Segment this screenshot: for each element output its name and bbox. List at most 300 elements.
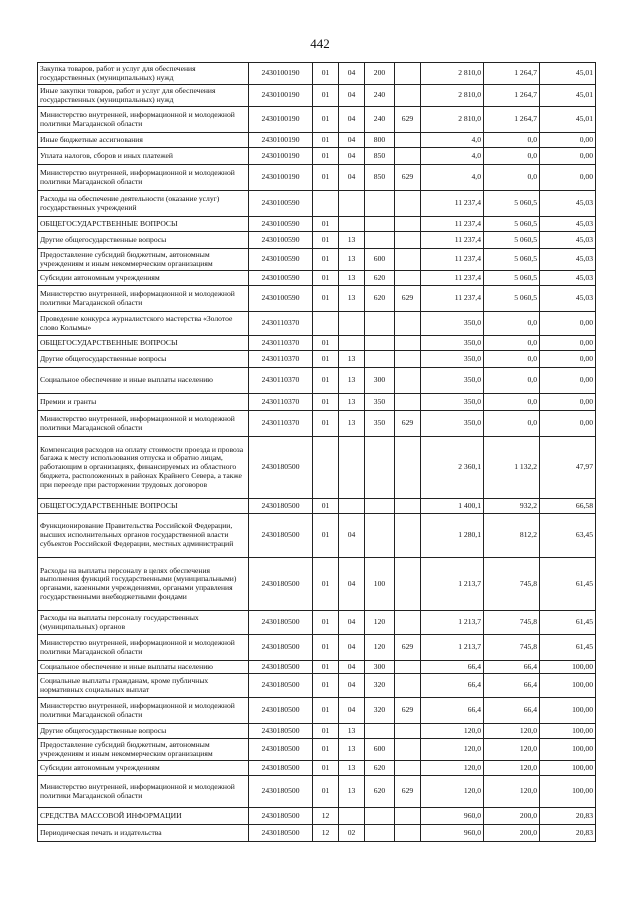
table-row [38,217,596,232]
row-name-cell: Социальное обеспечение и иные выплаты населению [38,661,249,674]
expense-type-cell [365,336,395,351]
plan-amount-cell: 1 213,7 [421,558,484,611]
plan-amount-cell: 960,0 [421,825,484,842]
row-name-cell: Расходы на обеспечение деятельности (оказание услуг) государственных учреждений [38,191,249,217]
execution-percent-cell: 45,03 [540,286,596,312]
target-code-cell: 2430100590 [249,191,313,217]
expense-type-cell [365,312,395,336]
admin-code-cell: 629 [395,286,421,312]
subsection-code-cell: 13 [339,724,365,739]
execution-percent-cell: 0,00 [540,368,596,394]
subsection-code-cell: 04 [339,107,365,133]
section-code-cell: 01 [313,249,339,271]
admin-code-cell [395,271,421,286]
plan-amount-cell: 2 810,0 [421,63,484,85]
page-number: 442 [310,36,330,51]
section-code-cell: 01 [313,336,339,351]
section-code-cell: 01 [313,514,339,558]
executed-amount-cell: 1 132,2 [484,437,540,499]
expense-type-cell: 350 [365,394,395,411]
expense-type-cell: 240 [365,107,395,133]
target-code-cell: 2430100190 [249,165,313,191]
target-code-cell: 2430100190 [249,85,313,107]
subsection-code-cell: 04 [339,85,365,107]
expense-type-cell: 320 [365,674,395,698]
row-name-cell: Субсидии автономным учреждениям [38,761,249,776]
section-code-cell: 01 [313,148,339,165]
admin-code-cell [395,368,421,394]
target-code-cell: 2430180500 [249,776,313,808]
section-code-cell: 01 [313,611,339,635]
target-code-cell: 2430110370 [249,312,313,336]
executed-amount-cell: 5 060,5 [484,191,540,217]
plan-amount-cell: 2 360,1 [421,437,484,499]
admin-code-cell: 629 [395,635,421,661]
execution-percent-cell: 100,00 [540,761,596,776]
section-code-cell: 01 [313,499,339,514]
execution-percent-cell: 20,83 [540,808,596,825]
admin-code-cell [395,133,421,148]
executed-amount-cell: 0,0 [484,351,540,368]
plan-amount-cell: 1 213,7 [421,635,484,661]
admin-code-cell [395,661,421,674]
subsection-code-cell: 04 [339,165,365,191]
target-code-cell: 2430180500 [249,661,313,674]
target-code-cell: 2430110370 [249,411,313,437]
section-code-cell: 01 [313,232,339,249]
admin-code-cell [395,761,421,776]
expense-type-cell: 620 [365,761,395,776]
admin-code-cell [395,674,421,698]
execution-percent-cell: 0,00 [540,312,596,336]
admin-code-cell [395,394,421,411]
executed-amount-cell: 1 264,7 [484,85,540,107]
table-row [38,107,596,133]
plan-amount-cell: 1 400,1 [421,499,484,514]
table-row [38,249,596,271]
target-code-cell: 2430100590 [249,249,313,271]
plan-amount-cell: 350,0 [421,351,484,368]
row-name-cell: Предоставление субсидий бюджетным, автономным учреждениям и иным некоммерческим организациям [38,739,249,761]
subsection-code-cell: 04 [339,133,365,148]
admin-code-cell [395,514,421,558]
execution-percent-cell: 100,00 [540,776,596,808]
row-name-cell: СРЕДСТВА МАССОВОЙ ИНФОРМАЦИИ [38,808,249,825]
admin-code-cell [395,148,421,165]
subsection-code-cell: 13 [339,249,365,271]
target-code-cell: 2430100590 [249,232,313,249]
target-code-cell: 2430180500 [249,437,313,499]
expense-type-cell: 120 [365,635,395,661]
expense-type-cell [365,191,395,217]
table-row [38,661,596,674]
table-row [38,148,596,165]
table-row [38,825,596,842]
section-code-cell: 01 [313,85,339,107]
section-code-cell: 01 [313,63,339,85]
subsection-code-cell: 04 [339,611,365,635]
plan-amount-cell: 120,0 [421,739,484,761]
section-code-cell: 12 [313,808,339,825]
row-name-cell: Другие общегосударственные вопросы [38,724,249,739]
subsection-code-cell [339,191,365,217]
execution-percent-cell: 45,01 [540,63,596,85]
execution-percent-cell: 100,00 [540,698,596,724]
plan-amount-cell: 1 213,7 [421,611,484,635]
expense-type-cell: 800 [365,133,395,148]
target-code-cell: 2430100190 [249,63,313,85]
row-name-cell: Закупка товаров, работ и услуг для обеспечения государственных (муниципальных) нужд [38,63,249,85]
expense-type-cell: 600 [365,739,395,761]
execution-percent-cell: 45,03 [540,191,596,217]
subsection-code-cell: 13 [339,761,365,776]
target-code-cell: 2430100590 [249,286,313,312]
admin-code-cell [395,312,421,336]
plan-amount-cell: 120,0 [421,761,484,776]
admin-code-cell [395,351,421,368]
subsection-code-cell [339,499,365,514]
expense-type-cell: 300 [365,661,395,674]
row-name-cell: Министерство внутренней, информационной и молодежной политики Магаданской области [38,411,249,437]
plan-amount-cell: 1 280,1 [421,514,484,558]
subsection-code-cell: 04 [339,674,365,698]
execution-percent-cell: 45,03 [540,271,596,286]
table-row [38,635,596,661]
expense-type-cell: 120 [365,611,395,635]
expense-type-cell: 600 [365,249,395,271]
expense-type-cell [365,724,395,739]
expense-type-cell: 350 [365,411,395,437]
execution-percent-cell: 61,45 [540,635,596,661]
target-code-cell: 2430180500 [249,499,313,514]
admin-code-cell: 629 [395,776,421,808]
target-code-cell: 2430100590 [249,217,313,232]
executed-amount-cell: 745,8 [484,558,540,611]
admin-code-cell: 629 [395,165,421,191]
target-code-cell: 2430110370 [249,394,313,411]
subsection-code-cell: 04 [339,698,365,724]
expense-type-cell [365,499,395,514]
table-row [38,674,596,698]
subsection-code-cell: 13 [339,286,365,312]
executed-amount-cell: 0,0 [484,148,540,165]
row-name-cell: Компенсация расходов на оплату стоимости проезда и провоза багажа к месту использования отпуска и обратно лицам, работающим в организациях, финансируемых из областного бюджета, расположенных в районах Крайнего Севера, а также при переезде при расторжении трудовых договоров [38,437,249,499]
table-row [38,558,596,611]
executed-amount-cell: 66,4 [484,698,540,724]
section-code-cell: 01 [313,661,339,674]
executed-amount-cell: 120,0 [484,776,540,808]
row-name-cell: Социальное обеспечение и иные выплаты населению [38,368,249,394]
table-row [38,232,596,249]
section-code-cell: 01 [313,286,339,312]
row-name-cell: Министерство внутренней, информационной и молодежной политики Магаданской области [38,165,249,191]
execution-percent-cell: 20,83 [540,825,596,842]
expense-type-cell: 620 [365,776,395,808]
executed-amount-cell: 1 264,7 [484,107,540,133]
execution-percent-cell: 0,00 [540,165,596,191]
target-code-cell: 2430100190 [249,148,313,165]
row-name-cell: Министерство внутренней, информационной и молодежной политики Магаданской области [38,107,249,133]
admin-code-cell [395,558,421,611]
subsection-code-cell: 02 [339,825,365,842]
subsection-code-cell: 13 [339,394,365,411]
row-name-cell: Премии и гранты [38,394,249,411]
target-code-cell: 2430110370 [249,351,313,368]
admin-code-cell [395,611,421,635]
execution-percent-cell: 100,00 [540,724,596,739]
subsection-code-cell: 13 [339,232,365,249]
admin-code-cell [395,724,421,739]
target-code-cell: 2430110370 [249,336,313,351]
execution-percent-cell: 100,00 [540,739,596,761]
budget-table [37,62,596,842]
expense-type-cell: 850 [365,148,395,165]
plan-amount-cell: 4,0 [421,148,484,165]
target-code-cell: 2430180500 [249,635,313,661]
section-code-cell: 01 [313,761,339,776]
execution-percent-cell: 0,00 [540,133,596,148]
row-name-cell: Субсидии автономным учреждениям [38,271,249,286]
admin-code-cell [395,85,421,107]
section-code-cell [313,191,339,217]
expense-type-cell: 200 [365,63,395,85]
execution-percent-cell: 0,00 [540,148,596,165]
row-name-cell: Министерство внутренней, информационной и молодежной политики Магаданской области [38,698,249,724]
subsection-code-cell: 13 [339,351,365,368]
target-code-cell: 2430180500 [249,674,313,698]
plan-amount-cell: 11 237,4 [421,232,484,249]
table-row [38,776,596,808]
table-row [38,312,596,336]
section-code-cell [313,437,339,499]
plan-amount-cell: 66,4 [421,698,484,724]
execution-percent-cell: 0,00 [540,336,596,351]
expense-type-cell [365,514,395,558]
row-name-cell: Иные бюджетные ассигнования [38,133,249,148]
executed-amount-cell: 66,4 [484,661,540,674]
executed-amount-cell: 0,0 [484,336,540,351]
section-code-cell: 01 [313,739,339,761]
expense-type-cell: 620 [365,271,395,286]
plan-amount-cell: 4,0 [421,133,484,148]
table-row [38,611,596,635]
table-row [38,724,596,739]
plan-amount-cell: 11 237,4 [421,271,484,286]
subsection-code-cell [339,312,365,336]
executed-amount-cell: 5 060,5 [484,286,540,312]
executed-amount-cell: 0,0 [484,411,540,437]
admin-code-cell: 629 [395,411,421,437]
execution-percent-cell: 66,58 [540,499,596,514]
expense-type-cell [365,437,395,499]
row-name-cell: ОБЩЕГОСУДАРСТВЕННЫЕ ВОПРОСЫ [38,336,249,351]
section-code-cell: 01 [313,271,339,286]
executed-amount-cell: 812,2 [484,514,540,558]
row-name-cell: Другие общегосударственные вопросы [38,351,249,368]
row-name-cell: Министерство внутренней, информационной и молодежной политики Магаданской области [38,635,249,661]
table-row [38,165,596,191]
target-code-cell: 2430110370 [249,368,313,394]
admin-code-cell [395,217,421,232]
subsection-code-cell: 13 [339,739,365,761]
admin-code-cell [395,739,421,761]
admin-code-cell [395,437,421,499]
subsection-code-cell: 13 [339,271,365,286]
section-code-cell: 01 [313,558,339,611]
plan-amount-cell: 350,0 [421,368,484,394]
section-code-cell: 01 [313,351,339,368]
expense-type-cell: 240 [365,85,395,107]
plan-amount-cell: 120,0 [421,724,484,739]
execution-percent-cell: 0,00 [540,411,596,437]
row-name-cell: ОБЩЕГОСУДАРСТВЕННЫЕ ВОПРОСЫ [38,499,249,514]
section-code-cell: 01 [313,698,339,724]
row-name-cell: Расходы на выплаты персоналу государственных (муниципальных) органов [38,611,249,635]
executed-amount-cell: 5 060,5 [484,271,540,286]
executed-amount-cell: 120,0 [484,761,540,776]
executed-amount-cell: 0,0 [484,165,540,191]
executed-amount-cell: 120,0 [484,724,540,739]
admin-code-cell [395,808,421,825]
expense-type-cell [365,808,395,825]
plan-amount-cell: 960,0 [421,808,484,825]
target-code-cell: 2430180500 [249,825,313,842]
executed-amount-cell: 66,4 [484,674,540,698]
row-name-cell: Расходы на выплаты персоналу в целях обеспечения выполнения функций государственными (муниципальными) органами, казенными учреждениями, органами управления государственными внебюджетными фондами [38,558,249,611]
subsection-code-cell: 04 [339,558,365,611]
row-name-cell: Министерство внутренней, информационной и молодежной политики Магаданской области [38,776,249,808]
table-row [38,271,596,286]
execution-percent-cell: 61,45 [540,558,596,611]
section-code-cell: 01 [313,674,339,698]
section-code-cell: 01 [313,107,339,133]
plan-amount-cell: 350,0 [421,336,484,351]
section-code-cell: 12 [313,825,339,842]
target-code-cell: 2430180500 [249,808,313,825]
subsection-code-cell: 04 [339,661,365,674]
subsection-code-cell [339,437,365,499]
section-code-cell: 01 [313,368,339,394]
subsection-code-cell [339,808,365,825]
table-row [38,63,596,85]
target-code-cell: 2430180500 [249,698,313,724]
table-row [38,133,596,148]
execution-percent-cell: 100,00 [540,661,596,674]
row-name-cell: Предоставление субсидий бюджетным, автономным учреждениям и иным некоммерческим организациям [38,249,249,271]
executed-amount-cell: 5 060,5 [484,217,540,232]
expense-type-cell: 300 [365,368,395,394]
executed-amount-cell: 932,2 [484,499,540,514]
executed-amount-cell: 5 060,5 [484,249,540,271]
subsection-code-cell: 04 [339,148,365,165]
table-row [38,368,596,394]
row-name-cell: Другие общегосударственные вопросы [38,232,249,249]
section-code-cell: 01 [313,724,339,739]
subsection-code-cell: 04 [339,63,365,85]
admin-code-cell: 629 [395,107,421,133]
subsection-code-cell: 13 [339,368,365,394]
executed-amount-cell: 1 264,7 [484,63,540,85]
admin-code-cell [395,825,421,842]
executed-amount-cell: 5 060,5 [484,232,540,249]
executed-amount-cell: 0,0 [484,312,540,336]
target-code-cell: 2430100190 [249,133,313,148]
execution-percent-cell: 61,45 [540,611,596,635]
expense-type-cell [365,232,395,249]
subsection-code-cell [339,336,365,351]
target-code-cell: 2430100590 [249,271,313,286]
plan-amount-cell: 350,0 [421,312,484,336]
admin-code-cell: 629 [395,698,421,724]
plan-amount-cell: 66,4 [421,661,484,674]
row-name-cell: Иные закупки товаров, работ и услуг для обеспечения государственных (муниципальных) нужд [38,85,249,107]
section-code-cell: 01 [313,394,339,411]
plan-amount-cell: 66,4 [421,674,484,698]
plan-amount-cell: 120,0 [421,776,484,808]
section-code-cell: 01 [313,165,339,191]
target-code-cell: 2430180500 [249,514,313,558]
table-row [38,514,596,558]
section-code-cell [313,312,339,336]
admin-code-cell [395,249,421,271]
admin-code-cell [395,191,421,217]
table-row [38,394,596,411]
subsection-code-cell: 13 [339,776,365,808]
executed-amount-cell: 200,0 [484,825,540,842]
executed-amount-cell: 120,0 [484,739,540,761]
row-name-cell: Уплата налогов, сборов и иных платежей [38,148,249,165]
execution-percent-cell: 45,03 [540,249,596,271]
subsection-code-cell: 13 [339,411,365,437]
budget-table-body [38,63,596,842]
admin-code-cell [395,232,421,249]
row-name-cell: Министерство внутренней, информационной и молодежной политики Магаданской области [38,286,249,312]
target-code-cell: 2430180500 [249,611,313,635]
plan-amount-cell: 2 810,0 [421,107,484,133]
table-row [38,286,596,312]
executed-amount-cell: 0,0 [484,368,540,394]
execution-percent-cell: 45,03 [540,232,596,249]
target-code-cell: 2430180500 [249,761,313,776]
table-row [38,351,596,368]
expense-type-cell [365,351,395,368]
section-code-cell: 01 [313,217,339,232]
section-code-cell: 01 [313,133,339,148]
execution-percent-cell: 45,03 [540,217,596,232]
subsection-code-cell: 04 [339,635,365,661]
table-row [38,698,596,724]
section-code-cell: 01 [313,635,339,661]
subsection-code-cell [339,217,365,232]
plan-amount-cell: 11 237,4 [421,286,484,312]
admin-code-cell [395,499,421,514]
subsection-code-cell: 04 [339,514,365,558]
row-name-cell: ОБЩЕГОСУДАРСТВЕННЫЕ ВОПРОСЫ [38,217,249,232]
executed-amount-cell: 0,0 [484,394,540,411]
execution-percent-cell: 45,01 [540,107,596,133]
section-code-cell: 01 [313,776,339,808]
plan-amount-cell: 11 237,4 [421,191,484,217]
execution-percent-cell: 45,01 [540,85,596,107]
execution-percent-cell: 100,00 [540,674,596,698]
section-code-cell: 01 [313,411,339,437]
executed-amount-cell: 0,0 [484,133,540,148]
execution-percent-cell: 0,00 [540,394,596,411]
table-row [38,437,596,499]
table-row [38,336,596,351]
plan-amount-cell: 2 810,0 [421,85,484,107]
expense-type-cell: 100 [365,558,395,611]
